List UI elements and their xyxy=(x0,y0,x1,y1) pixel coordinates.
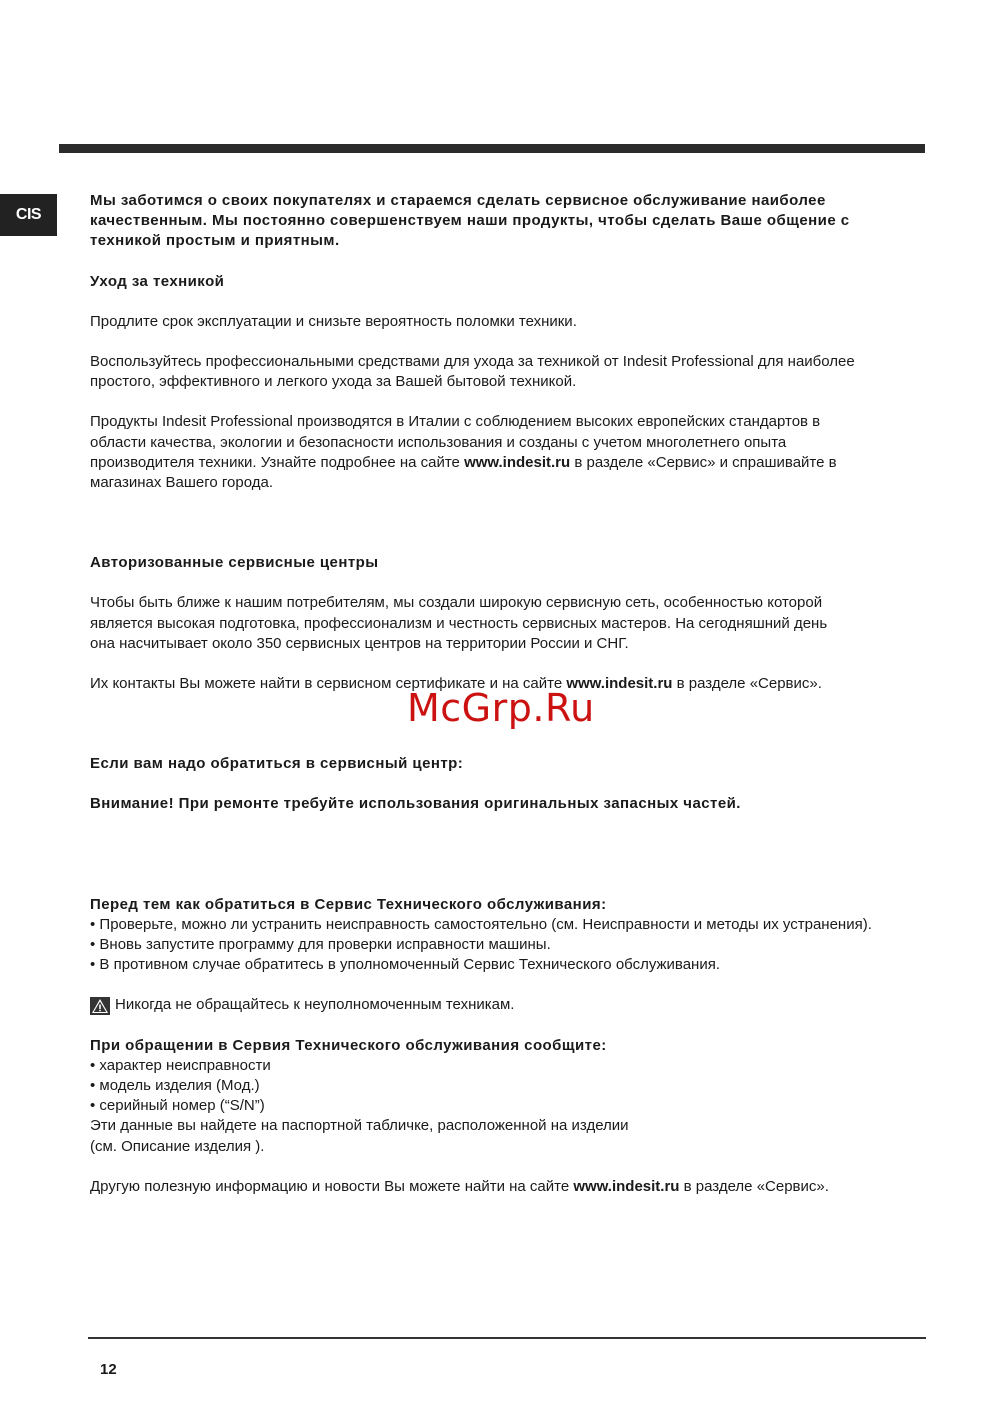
text-line: простого, эффективного и легкого ухода за Вашей бытовой техникой. xyxy=(90,373,577,391)
centers-paragraph-1 xyxy=(90,593,940,654)
list-item: • характер неисправности xyxy=(90,1056,271,1074)
report-note: (см. Описание изделия ). xyxy=(90,1137,265,1155)
text-line: Чтобы быть ближе к нашим потребителям, мы создали широкую сервисную сеть, особенностью которой xyxy=(90,594,823,612)
indesit-link[interactable]: www.indesit.ru xyxy=(566,675,673,693)
text-segment: производителя техники. Узнайте подробнее на сайте xyxy=(90,453,465,471)
bottom-rule xyxy=(88,1337,926,1339)
language-tab: CIS xyxy=(0,194,57,236)
text-line: она насчитывает около 350 сервисных центров на территории России и СНГ. xyxy=(90,634,629,652)
intro-line: качественным. Мы постоянно совершенствуем наши продукты, чтобы сделать Ваше общение с xyxy=(90,212,850,230)
intro-line: Мы заботимся о своих покупателях и стараемся сделать сервисное обслуживание наиболее xyxy=(90,192,826,209)
text-line: магазинах Вашего города. xyxy=(90,474,273,492)
attention-note: Внимание! При ремонте требуйте использования оригинальных запасных частей. xyxy=(90,795,741,813)
list-item: • модель изделия (Мод.) xyxy=(90,1077,260,1095)
list-item: • Проверьте, можно ли устранить неисправность самостоятельно (см. Неисправности и методы их устранения). xyxy=(90,915,872,933)
before-list xyxy=(90,915,940,976)
before-heading: Перед тем как обратиться в Сервис Технического обслуживания: xyxy=(90,895,607,913)
text-line xyxy=(90,453,940,473)
warning-text: Никогда не обращайтесь к неуполномоченным техникам. xyxy=(115,996,515,1014)
text-segment: Их контакты Вы можете найти в сервисном сертификате и на сайте xyxy=(90,675,567,693)
indesit-link[interactable]: www.indesit.ru xyxy=(573,1177,680,1195)
care-paragraph-3 xyxy=(90,412,940,493)
centers-heading: Авторизованные сервисные центры xyxy=(90,554,379,572)
footer-paragraph xyxy=(90,1177,940,1197)
list-item: • Вновь запустите программу для проверки исправности машины. xyxy=(90,936,551,954)
watermark: McGrp.Ru xyxy=(407,686,595,730)
care-paragraph-2 xyxy=(90,352,940,392)
care-paragraph-1: Продлите срок эксплуатации и снизьте вероятность поломки техники. xyxy=(90,312,577,330)
page-number: 12 xyxy=(100,1361,117,1378)
text-segment: в разделе «Сервис». xyxy=(672,675,822,693)
intro-line: техникой простым и приятным. xyxy=(90,232,340,250)
care-heading: Уход за техникой xyxy=(90,272,225,290)
list-item: • В противном случае обратитесь в уполномоченный Сервис Технического обслуживания. xyxy=(90,956,721,974)
text-line: Продукты Indesit Professional производятся в Италии с соблюдением высоких европейских стандартов в xyxy=(90,413,821,431)
text-segment: в разделе «Сервис». xyxy=(679,1177,829,1195)
warning-triangle-icon xyxy=(90,997,110,1015)
intro-paragraph xyxy=(90,191,940,252)
report-list xyxy=(90,1056,940,1117)
indesit-link[interactable]: www.indesit.ru xyxy=(464,453,571,471)
report-heading: При обращении в Сервия Технического обслуживания сообщите: xyxy=(90,1036,607,1054)
contact-heading: Если вам надо обратиться в сервисный центр: xyxy=(90,755,464,773)
warning-note xyxy=(90,995,940,1015)
text-line: является высокая подготовка, профессионализм и честность сервисных мастеров. На сегодняшний день xyxy=(90,614,828,632)
top-rule xyxy=(59,144,925,153)
report-note: Эти данные вы найдете на паспортной табличке, расположенной на изделии xyxy=(90,1117,629,1135)
text-segment: Другую полезную информацию и новости Вы можете найти на сайте xyxy=(90,1177,574,1195)
text-line: Воспользуйтесь профессиональными средствами для ухода за техникой от Indesit Professional для наиболее xyxy=(90,353,855,371)
text-segment: в разделе «Сервис» и спрашивайте в xyxy=(570,453,837,471)
text-line: области качества, экологии и безопасности использования и созданы с учетом многолетнего опыта xyxy=(90,433,787,451)
list-item: • серийный номер (“S/N”) xyxy=(90,1097,265,1115)
